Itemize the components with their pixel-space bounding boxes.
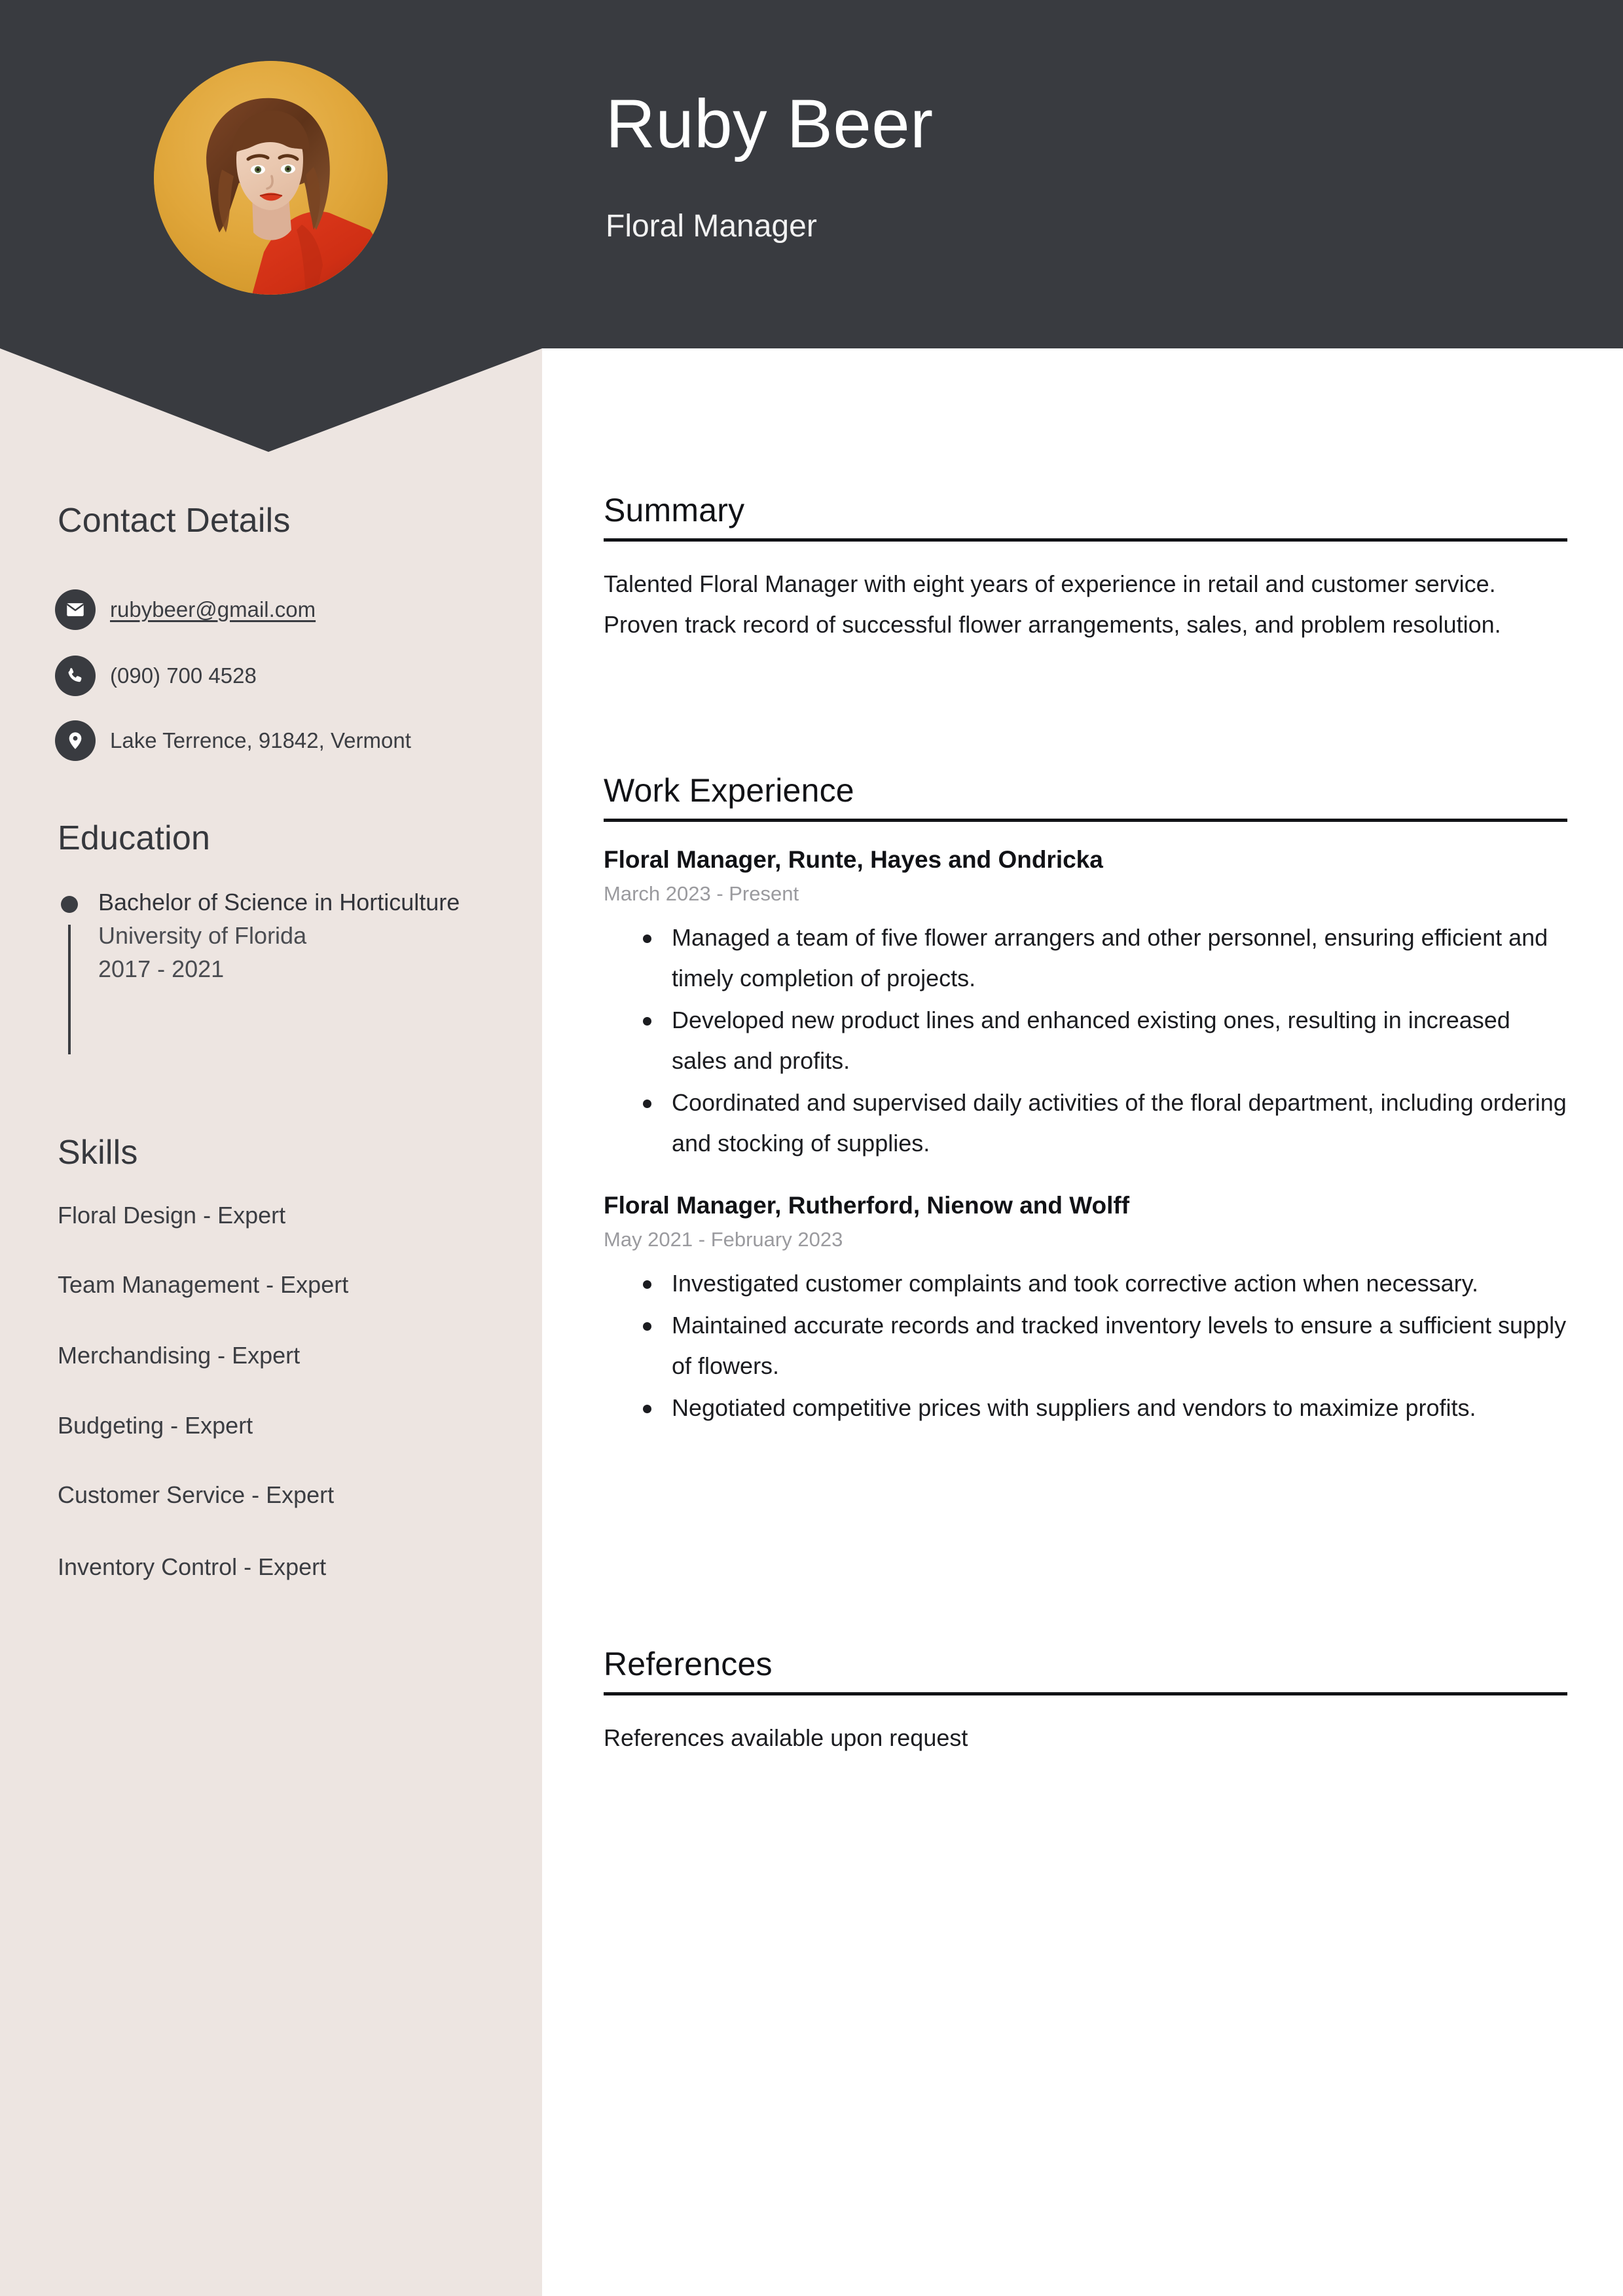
- references-section: [604, 1645, 1567, 1758]
- location-pin-icon: [55, 720, 96, 761]
- job-bullet: Investigated customer complaints and took corrective action when necessary.: [672, 1263, 1567, 1304]
- skill-item: Merchandising - Expert: [58, 1342, 301, 1369]
- job-dates: May 2021 - February 2023: [604, 1227, 843, 1251]
- location-value: Lake Terrence, 91842, Vermont: [110, 728, 411, 752]
- education-years: 2017 - 2021: [98, 955, 225, 983]
- job-bullet: Maintained accurate records and tracked inventory levels to ensure a sufficient supply of flowers.: [672, 1305, 1567, 1386]
- job-bullet-list: [604, 1263, 1567, 1428]
- skills-heading: Skills: [58, 1134, 138, 1172]
- education-degree: Bachelor of Science in Horticulture: [98, 889, 460, 916]
- job-bullet: Negotiated competitive prices with suppliers and vendors to maximize profits.: [672, 1388, 1567, 1428]
- job-dates: March 2023 - Present: [604, 882, 799, 906]
- summary-divider: [604, 538, 1567, 542]
- education-timeline-dot: [61, 896, 78, 913]
- avatar: [154, 61, 388, 295]
- envelope-icon: [55, 589, 96, 630]
- phone-icon: [55, 656, 96, 696]
- contact-item-location[interactable]: [55, 720, 411, 761]
- summary-section: [604, 491, 1567, 645]
- skill-item: Inventory Control - Expert: [58, 1553, 327, 1580]
- job-title-company: Floral Manager, Runte, Hayes and Ondricka: [604, 846, 1103, 873]
- job-title-company: Floral Manager, Rutherford, Nienow and Wolff: [604, 1191, 1130, 1219]
- summary-text: Talented Floral Manager with eight years of experience in retail and customer service. Proven track record of successful flower arrangements, sales, and problem resolution.: [604, 570, 1501, 638]
- skill-item: Team Management - Expert: [58, 1271, 349, 1298]
- contact-item-email[interactable]: [55, 589, 316, 630]
- contact-details-heading: Contact Details: [58, 502, 291, 540]
- references-text: References available upon request: [604, 1724, 968, 1751]
- education-heading: Education: [58, 819, 211, 857]
- education-timeline-line: [68, 925, 71, 1054]
- page-title: Ruby Beer: [606, 86, 934, 162]
- skill-item: Budgeting - Expert: [58, 1412, 253, 1439]
- job-bullet: Developed new product lines and enhanced existing ones, resulting in increased sales and profits.: [672, 1000, 1567, 1081]
- education-item: [98, 885, 504, 986]
- summary-heading: Summary: [604, 492, 745, 528]
- skill-item: Customer Service - Expert: [58, 1481, 335, 1508]
- references-divider: [604, 1692, 1567, 1695]
- references-heading: References: [604, 1646, 773, 1682]
- job-bullet: Managed a team of five flower arrangers and other personnel, ensuring efficient and timely completion of projects.: [672, 917, 1567, 999]
- job-bullet-list: [604, 917, 1567, 1163]
- education-school: University of Florida: [98, 922, 307, 950]
- work-experience-section: [604, 771, 1567, 1430]
- job-bullet: Coordinated and supervised daily activities of the floral department, including ordering and stocking of supplies.: [672, 1083, 1567, 1164]
- phone-value: (090) 700 4528: [110, 663, 257, 688]
- job-entry: [604, 844, 1567, 1164]
- skill-item: Floral Design - Expert: [58, 1202, 286, 1229]
- work-experience-heading: Work Experience: [604, 772, 854, 809]
- email-value[interactable]: rubybeer@gmail.com: [110, 597, 316, 621]
- job-title-subtitle: Floral Manager: [606, 209, 817, 244]
- contact-item-phone[interactable]: [55, 656, 257, 696]
- work-experience-divider: [604, 819, 1567, 822]
- job-entry: [604, 1190, 1567, 1428]
